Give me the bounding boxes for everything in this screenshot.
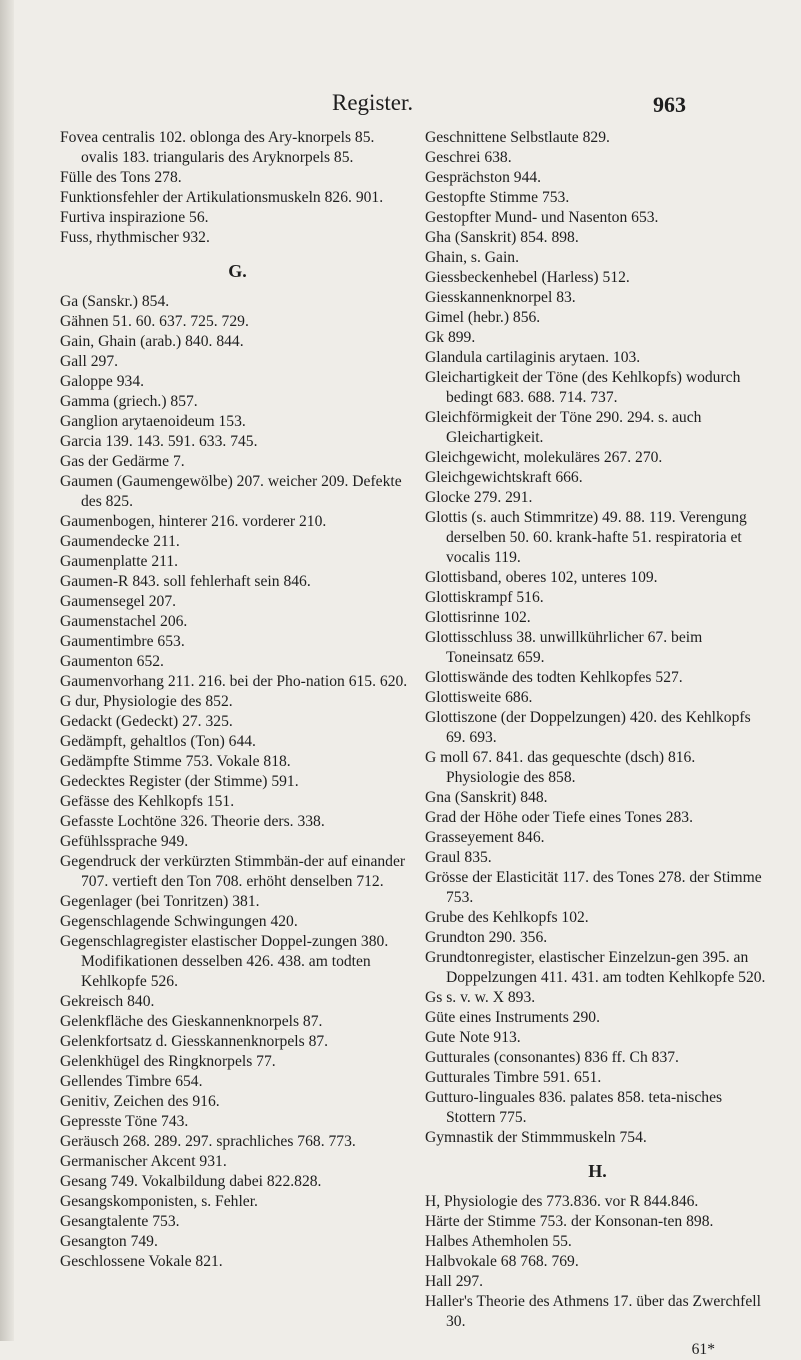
index-entry: Gedackt (Gedeckt) 27. 325. [60, 713, 233, 730]
index-entry: G dur, Physiologie des 852. [60, 693, 233, 710]
index-entry: Giesskannenknorpel 83. [425, 289, 576, 306]
index-entry: Glocke 279. 291. [425, 489, 533, 506]
index-entry: Glottiswände des todten Kehlkopfes 527. [425, 669, 683, 686]
index-entry: Glottis (s. auch Stimmritze) 49. 88. 119. Verengung derselben 50. 60. krank-hafte 51. respiratoria et vocalis 119. [425, 509, 747, 566]
index-entry: Grad der Höhe oder Tiefe eines Tones 283. [425, 809, 693, 826]
index-entry: Grube des Kehlkopfs 102. [425, 909, 589, 926]
index-entry: Geräusch 268. 289. 297. sprachliches 768. 773. [60, 1133, 356, 1150]
index-entry: Grasseyement 846. [425, 829, 545, 846]
index-entry: Funktionsfehler der Artikulationsmuskeln 826. 901. [60, 189, 384, 206]
index-entry: Gelenkhügel des Ringknorpels 77. [60, 1053, 276, 1070]
index-entry: Gha (Sanskrit) 854. 898. [425, 229, 579, 246]
index-entry: Gedämpfte Stimme 753. Vokale 818. [60, 753, 291, 770]
index-entry: H, Physiologie des 773.836. vor R 844.846. [425, 1193, 699, 1210]
index-entry: Garcia 139. 143. 591. 633. 745. [60, 433, 258, 450]
index-entry: Gähnen 51. 60. 637. 725. 729. [60, 313, 249, 330]
index-entry: Ghain, s. Gain. [425, 249, 519, 266]
index-entry: Gleichgewichtskraft 666. [425, 469, 583, 486]
index-entry: Gellendes Timbre 654. [60, 1073, 203, 1090]
index-entry: Gegenschlagende Schwingungen 420. [60, 913, 298, 930]
index-entry: Gaumen-R 843. soll fehlerhaft sein 846. [60, 573, 311, 590]
index-column-right [425, 128, 770, 1360]
index-entry: Härte der Stimme 753. der Konsonan-ten 898. [425, 1213, 714, 1230]
index-entry: Hall 297. [425, 1273, 484, 1290]
index-entry: Glottisweite 686. [425, 689, 533, 706]
index-entry: Gamma (griech.) 857. [60, 393, 198, 410]
index-entry: Glottisband, oberes 102, unteres 109. [425, 569, 658, 586]
index-entry: Geschnittene Selbstlaute 829. [425, 129, 610, 146]
index-entry: Germanischer Akcent 931. [60, 1153, 227, 1170]
page-binding-edge [0, 0, 14, 1341]
index-entry: Glottiskrampf 516. [425, 589, 544, 606]
index-entry: Gaumenstachel 206. [60, 613, 188, 630]
index-entry: Gestopfter Mund- und Nasenton 653. [425, 209, 659, 226]
index-entry: Gaumenvorhang 211. 216. bei der Pho-nation 615. 620. [60, 673, 408, 690]
index-entry: Fuss, rhythmischer 932. [60, 229, 210, 246]
index-entry: Gimel (hebr.) 856. [425, 309, 541, 326]
index-entry: Gegenschlagregister elastischer Doppel-zungen 380. Modifikationen desselben 426. 438. am todten Kehlkopfe 526. [60, 933, 389, 990]
index-entry: Gedämpft, gehaltlos (Ton) 644. [60, 733, 256, 750]
index-entry: Güte eines Instruments 290. [425, 1009, 600, 1026]
index-entry: Gegenlager (bei Tonritzen) 381. [60, 893, 260, 910]
index-entry: Gleichförmigkeit der Töne 290. 294. s. auch Gleichartigkeit. [425, 409, 702, 446]
index-entry: Gelenkfortsatz d. Giesskannenknorpels 87. [60, 1033, 329, 1050]
page-header [0, 90, 801, 124]
index-entry: Gefühlssprache 949. [60, 833, 189, 850]
index-entry: Gute Note 913. [425, 1029, 521, 1046]
index-entry: Gall 297. [60, 353, 119, 370]
index-entry: Gleichartigkeit der Töne (des Kehlkopfs) wodurch bedingt 683. 688. 714. 737. [425, 369, 741, 406]
index-entry: Genitiv, Zeichen des 916. [60, 1093, 220, 1110]
index-entry: Fovea centralis 102. oblonga des Ary-knorpels 85. ovalis 183. triangularis des Aryknorpels 85. [60, 129, 375, 166]
index-entry: Halbes Athemholen 55. [425, 1233, 572, 1250]
index-entry: Glandula cartilaginis arytaen. 103. [425, 349, 641, 366]
index-column-left [60, 128, 415, 1272]
index-entry: Ga (Sanskr.) 854. [60, 293, 170, 310]
index-entry: Gaumenplatte 211. [60, 553, 179, 570]
index-entry: Graul 835. [425, 849, 492, 866]
index-entry: Grösse der Elasticität 117. des Tones 278. der Stimme 753. [425, 869, 762, 906]
index-entry: Gaumenton 652. [60, 653, 164, 670]
signature-mark: 61* [691, 1341, 715, 1358]
index-entry: Gaumentimbre 653. [60, 633, 185, 650]
index-entry: Gutturales (consonantes) 836 ff. Ch 837. [425, 1049, 679, 1066]
index-entry: Gaumen (Gaumengewölbe) 207. weicher 209. Defekte des 825. [60, 473, 402, 510]
index-entry: Gutturales Timbre 591. 651. [425, 1069, 602, 1086]
index-entry: Giessbeckenhebel (Harless) 512. [425, 269, 630, 286]
index-entry: Gekreisch 840. [60, 993, 155, 1010]
index-entry: Glottisschluss 38. unwillkührlicher 67. beim Toneinsatz 659. [425, 629, 703, 666]
index-entry: Halbvokale 68 768. 769. [425, 1253, 579, 1270]
running-title: Register. [332, 90, 414, 115]
index-entry: Gesprächston 944. [425, 169, 542, 186]
index-entry: Fülle des Tons 278. [60, 169, 182, 186]
index-entry: Furtiva inspirazione 56. [60, 209, 209, 226]
index-entry: Gegendruck der verkürzten Stimmbän-der auf einander 707. vertieft den Ton 708. erhöht denselben 712. [60, 853, 406, 890]
index-entry: Gefasste Lochtöne 326. Theorie ders. 338. [60, 813, 325, 830]
index-entry: Geschrei 638. [425, 149, 512, 166]
index-entry: Gelenkfläche des Gieskannenknorpels 87. [60, 1013, 323, 1030]
index-entry: Geschlossene Vokale 821. [60, 1253, 223, 1270]
index-entry: Gefässe des Kehlkopfs 151. [60, 793, 235, 810]
index-entry: Gedecktes Register (der Stimme) 591. [60, 773, 299, 790]
index-entry: Gaumensegel 207. [60, 593, 177, 610]
index-entry: Gesang 749. Vokalbildung dabei 822.828. [60, 1173, 322, 1190]
index-entry: Gestopfte Stimme 753. [425, 189, 570, 206]
index-entry: Gesangton 749. [60, 1233, 158, 1250]
index-entry: Galoppe 934. [60, 373, 145, 390]
index-entry: Grundtonregister, elastischer Einzelzun-gen 395. an Doppelzungen 411. 431. am todten Kehlkopfe 520. [425, 949, 766, 986]
index-entry: Haller's Theorie des Athmens 17. über das Zwerchfell 30. [425, 1293, 761, 1330]
index-entry: Gutturo-linguales 836. palates 858. teta-nisches Stottern 775. [425, 1089, 723, 1126]
index-entry: Glottisrinne 102. [425, 609, 531, 626]
index-entry: Gs s. v. w. X 893. [425, 989, 536, 1006]
index-entry: Gaumendecke 211. [60, 533, 180, 550]
index-entry: Gain, Ghain (arab.) 840. 844. [60, 333, 244, 350]
section-letter-heading: G. [228, 261, 247, 281]
index-entry: Gna (Sanskrit) 848. [425, 789, 548, 806]
index-entry: Gk 899. [425, 329, 476, 346]
index-entry: Ganglion arytaenoideum 153. [60, 413, 246, 430]
index-entry: Gas der Gedärme 7. [60, 453, 185, 470]
index-entry: Gaumenbogen, hinterer 216. vorderer 210. [60, 513, 327, 530]
index-entry: Gesangskomponisten, s. Fehler. [60, 1193, 258, 1210]
index-entry: Gymnastik der Stimmmuskeln 754. [425, 1129, 647, 1146]
section-letter-heading: H. [588, 1161, 607, 1181]
index-entry: Gepresste Töne 743. [60, 1113, 189, 1130]
page-number: 963 [653, 92, 686, 117]
index-entry: Glottiszone (der Doppelzungen) 420. des Kehlkopfs 69. 693. [425, 709, 751, 746]
index-entry: G moll 67. 841. das gequeschte (dsch) 816. Physiologie des 858. [425, 749, 696, 786]
index-entry: Gesangtalente 753. [60, 1213, 180, 1230]
index-entry: Grundton 290. 356. [425, 929, 548, 946]
index-entry: Gleichgewicht, molekuläres 267. 270. [425, 449, 663, 466]
